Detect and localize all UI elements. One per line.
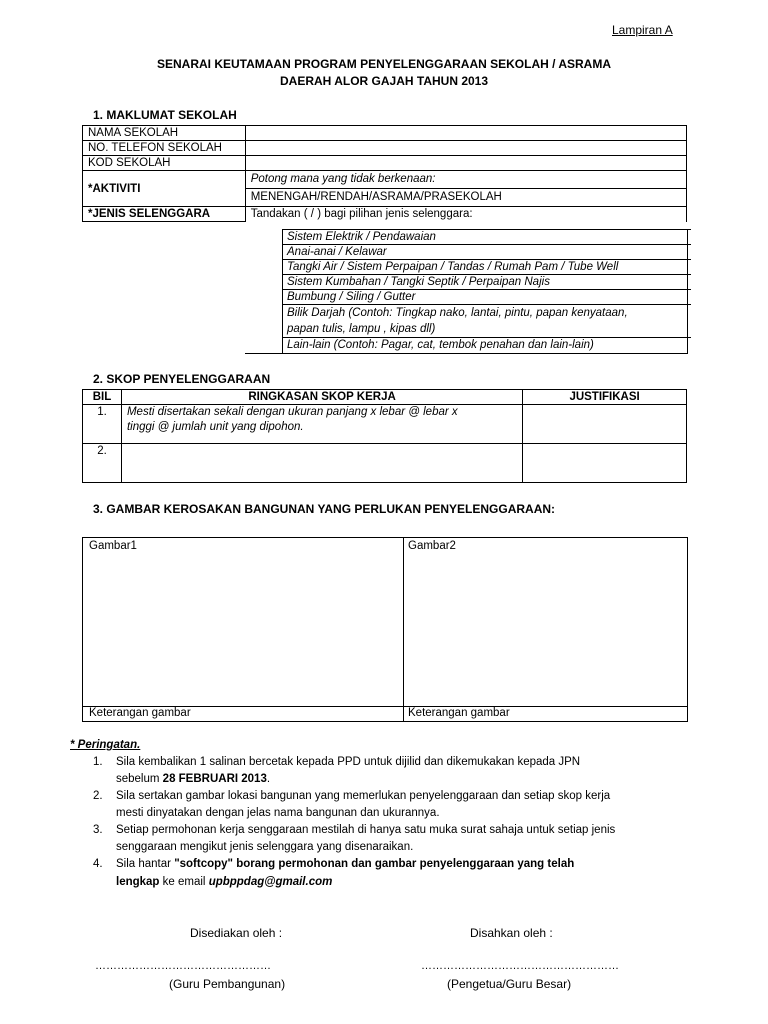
disahkan-label: Disahkan oleh : — [470, 926, 553, 940]
note4-email-link[interactable]: upbppdag@gmail.com — [208, 876, 333, 888]
option-tangki-air[interactable]: Tangki Air / Sistem Perpaipan / Tandas / Rumah Pam / Tube Well — [283, 259, 691, 275]
aktiviti-value[interactable]: MENENGAH/RENDAH/ASRAMA/PRASEKOLAH — [245, 189, 686, 207]
note2-line2: mesti dinyatakan dengan jelas nama bangunan dan ukurannya. — [116, 807, 440, 819]
note1-post: . — [266, 773, 271, 785]
jenis-selenggara-note: Tandakan ( / ) bagi pilihan jenis selenggara: — [245, 207, 686, 222]
row1-ringkasan-line2: tinggi @ jumlah unit yang dipohon. — [126, 421, 304, 433]
row2-justifikasi[interactable] — [523, 444, 687, 483]
note4-lengkap: lengkap — [116, 876, 160, 888]
gambar2-label[interactable]: Gambar2 — [408, 540, 456, 552]
aktiviti-label: *AKTIVITI — [83, 171, 246, 207]
note1-deadline: 28 FEBRUARI 2013 — [162, 773, 267, 785]
scope-table — [82, 389, 687, 483]
note1-number: 1. — [93, 756, 103, 768]
school-info-table — [82, 125, 687, 222]
keterangan1-label[interactable]: Keterangan gambar — [89, 707, 191, 719]
note4-line1 — [116, 858, 574, 870]
section1-heading: 1. MAKLUMAT SEKOLAH — [93, 108, 237, 122]
row1-justifikasi[interactable] — [523, 405, 687, 444]
section2-heading: 2. SKOP PENYELENGGARAAN — [93, 372, 271, 386]
jenis-selenggara-label: *JENIS SELENGGARA — [83, 207, 246, 222]
disediakan-label: Disediakan oleh : — [190, 926, 283, 940]
document-title-line1: SENARAI KEUTAMAAN PROGRAM PENYELENGGARAAN SEKOLAH / ASRAMA — [156, 57, 611, 71]
option-anai-anai[interactable]: Anai-anai / Kelawar — [283, 244, 691, 260]
option-bilik-darjah[interactable]: Bilik Darjah (Contoh: Tingkap nako, lantai, pintu, papan kenyataan, — [283, 304, 691, 321]
note4-line2 — [116, 876, 332, 888]
row1-ringkasan-line1: Mesti disertakan sekali dengan ukuran panjang x lebar @ lebar x — [126, 406, 458, 418]
col-bil-header: BIL — [83, 390, 122, 405]
note1-line1: Sila kembalikan 1 salinan bercetak kepada PPD untuk dijilid dan dikemukakan kepada JPN — [116, 756, 581, 768]
note4-number: 4. — [93, 858, 103, 870]
option-lain-lain[interactable]: Lain-lain (Contoh: Pagar, cat, tembok penahan dan lain-lain) — [283, 337, 691, 354]
keterangan2-label[interactable]: Keterangan gambar — [408, 707, 510, 719]
options-grid — [245, 229, 688, 354]
row1-bil: 1. — [83, 405, 122, 444]
document-title-line2: DAERAH ALOR GAJAH TAHUN 2013 — [279, 74, 489, 88]
note4-mid: ke email — [159, 876, 209, 888]
note2-line1: Sila sertakan gambar lokasi bangunan yang memerlukan penyelenggaraan dan setiap skop kerja — [116, 790, 611, 802]
note4-softcopy: "softcopy" borang permohonan dan gambar penyelenggaraan yang telah — [174, 858, 575, 870]
telefon-label: NO. TELEFON SEKOLAH — [83, 141, 246, 156]
row2-ringkasan[interactable] — [121, 444, 522, 483]
note3-number: 3. — [93, 824, 103, 836]
col-ringkasan-header: RINGKASAN SKOP KERJA — [121, 390, 522, 405]
option-kumbahan[interactable]: Sistem Kumbahan / Tangki Septik / Perpaipan Najis — [283, 274, 691, 290]
guru-pembangunan-role: (Guru Pembangunan) — [169, 977, 286, 991]
row2-bil: 2. — [83, 444, 122, 483]
option-elektrik[interactable]: Sistem Elektrik / Pendawaian — [283, 229, 691, 245]
gambar1-label[interactable]: Gambar1 — [89, 540, 137, 552]
left-signature-line[interactable]: ………………………………………… — [95, 960, 271, 972]
photo-divider — [403, 538, 404, 721]
nama-sekolah-label: NAMA SEKOLAH — [83, 126, 246, 141]
section3-heading: 3. GAMBAR KEROSAKAN BANGUNAN YANG PERLUKAN PENYELENGGARAAN: — [93, 502, 556, 516]
note3-line1: Setiap permohonan kerja senggaraan mestilah di hanya satu muka surat sahaja untuk setiap jenis — [116, 824, 616, 836]
checkbox-column — [245, 229, 283, 353]
note1-line2 — [116, 773, 270, 785]
note2-number: 2. — [93, 790, 103, 802]
photo-grid — [82, 537, 688, 722]
nama-sekolah-field[interactable] — [245, 126, 686, 141]
col-justifikasi-header: JUSTIFIKASI — [523, 390, 687, 405]
telefon-field[interactable] — [245, 141, 686, 156]
right-signature-line[interactable]: ……………………………………………… — [421, 960, 619, 972]
option-bumbung[interactable]: Bumbung / Siling / Gutter — [283, 289, 691, 305]
kod-sekolah-label: KOD SEKOLAH — [83, 156, 246, 171]
note4-pre: Sila hantar — [116, 858, 175, 870]
peringatan-heading: * Peringatan. — [70, 739, 141, 751]
note1-pre: sebelum — [116, 773, 163, 785]
note3-line2: senggaraan mengikut jenis selenggara yang disenaraikan. — [116, 841, 414, 853]
aktiviti-note: Potong mana yang tidak berkenaan: — [245, 171, 686, 189]
kod-sekolah-field[interactable] — [245, 156, 686, 171]
option-bilik-darjah-cont: papan tulis, lampu , kipas dll) — [287, 323, 436, 335]
row1-ringkasan[interactable] — [121, 405, 522, 444]
pengetua-role: (Pengetua/Guru Besar) — [447, 977, 572, 991]
lampiran-label: Lampiran A — [612, 23, 673, 37]
